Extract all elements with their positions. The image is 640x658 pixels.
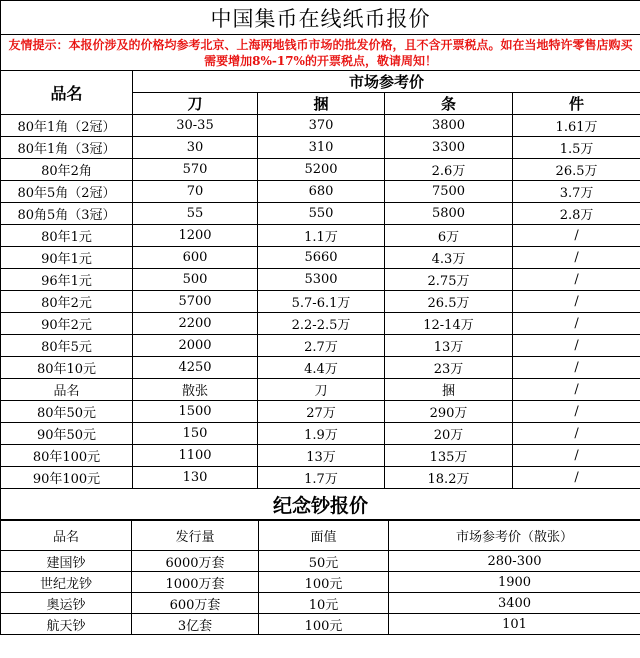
price-cell: 4.3万: [385, 247, 513, 269]
price-cell: 550: [258, 203, 385, 225]
commemorative-table: [0, 520, 640, 635]
commemorative-value-cell: 3亿套: [132, 614, 259, 635]
price-cell: 1.7万: [258, 467, 385, 489]
item-name-cell: 80年5角（2冠）: [1, 181, 133, 203]
price-cell: 18.2万: [385, 467, 513, 489]
price-cell: 2.8万: [513, 203, 640, 225]
table-row: [1, 401, 640, 423]
column-header-name: 品名: [1, 71, 133, 115]
table-row: [1, 159, 640, 181]
item-name-cell: 90年2元: [1, 313, 133, 335]
price-cell: /: [513, 225, 640, 247]
price-cell: 捆: [385, 379, 513, 401]
table-row: [1, 247, 640, 269]
item-name-cell: 90年1元: [1, 247, 133, 269]
table-row: [1, 467, 640, 489]
price-cell: 310: [258, 137, 385, 159]
commemorative-name-cell: 建国钞: [1, 551, 132, 572]
commemorative-value-cell: 280-300: [389, 551, 640, 572]
price-cell: 2.75万: [385, 269, 513, 291]
commemorative-value-cell: 10元: [259, 593, 389, 614]
price-cell: 1.1万: [258, 225, 385, 247]
price-cell: 5300: [258, 269, 385, 291]
table-row: [1, 115, 640, 137]
commemorative-value-cell: 100元: [259, 572, 389, 593]
price-cell: /: [513, 269, 640, 291]
item-name-cell: 80年1角（3冠）: [1, 137, 133, 159]
item-name-cell: 80角5角（3冠）: [1, 203, 133, 225]
price-cell: 20万: [385, 423, 513, 445]
price-cell: 5660: [258, 247, 385, 269]
price-cell: 13万: [258, 445, 385, 467]
table-row: [1, 379, 640, 401]
table-row: [1, 445, 640, 467]
price-cell: 5700: [133, 291, 258, 313]
item-name-cell: 80年10元: [1, 357, 133, 379]
item-name-cell: 80年1元: [1, 225, 133, 247]
table-row: [1, 313, 640, 335]
price-cell: 570: [133, 159, 258, 181]
commemorative-header: 面值: [259, 521, 389, 551]
table-row: [1, 269, 640, 291]
price-cell: 290万: [385, 401, 513, 423]
price-cell: 1.9万: [258, 423, 385, 445]
notice-text: 友情提示：本报价涉及的价格均参考北京、上海两地钱币市场的批发价格，且不含开票税点。如在当地特许零售店购买需要增加8%-17%的开票税点，敬请周知！: [1, 35, 640, 71]
price-cell: /: [513, 379, 640, 401]
commemorative-value-cell: 6000万套: [132, 551, 259, 572]
commemorative-value-cell: 1900: [389, 572, 640, 593]
commemorative-header: 市场参考价（散张）: [389, 521, 640, 551]
item-name-cell: 80年100元: [1, 445, 133, 467]
item-name-cell: 80年50元: [1, 401, 133, 423]
commemorative-name-cell: 航天钞: [1, 614, 132, 635]
item-name-cell: 80年2元: [1, 291, 133, 313]
price-cell: 1500: [133, 401, 258, 423]
price-cell: 27万: [258, 401, 385, 423]
column-header-unit: 条: [385, 93, 513, 115]
price-cell: 370: [258, 115, 385, 137]
price-cell: /: [513, 357, 640, 379]
price-cell: 1100: [133, 445, 258, 467]
page-title: 中国集币在线纸币报价: [1, 1, 640, 35]
column-header-unit: 件: [513, 93, 640, 115]
price-cell: 5.7-6.1万: [258, 291, 385, 313]
commemorative-name-cell: 奥运钞: [1, 593, 132, 614]
item-name-cell: 80年1角（2冠）: [1, 115, 133, 137]
price-cell: 23万: [385, 357, 513, 379]
price-cell: 2000: [133, 335, 258, 357]
price-cell: 散张: [133, 379, 258, 401]
price-cell: 150: [133, 423, 258, 445]
table-row: [1, 225, 640, 247]
table-row: [1, 551, 640, 572]
commemorative-header: 品名: [1, 521, 132, 551]
price-cell: 刀: [258, 379, 385, 401]
price-cell: 3.7万: [513, 181, 640, 203]
price-cell: 26.5万: [513, 159, 640, 181]
price-cell: /: [513, 313, 640, 335]
commemorative-value-cell: 101: [389, 614, 640, 635]
commemorative-title: 纪念钞报价: [1, 489, 640, 520]
commemorative-value-cell: 50元: [259, 551, 389, 572]
price-cell: 13万: [385, 335, 513, 357]
price-cell: 3800: [385, 115, 513, 137]
price-cell: /: [513, 401, 640, 423]
price-cell: 5800: [385, 203, 513, 225]
table-row: [1, 181, 640, 203]
price-cell: 2.7万: [258, 335, 385, 357]
commemorative-value-cell: 600万套: [132, 593, 259, 614]
price-cell: 12-14万: [385, 313, 513, 335]
item-name-cell: 90年100元: [1, 467, 133, 489]
price-cell: 1.61万: [513, 115, 640, 137]
price-cell: 70: [133, 181, 258, 203]
table-row: [1, 593, 640, 614]
item-name-cell: 80年5元: [1, 335, 133, 357]
table-row: [1, 137, 640, 159]
table-row: [1, 614, 640, 635]
price-cell: /: [513, 247, 640, 269]
column-header-unit: 捆: [258, 93, 385, 115]
price-cell: 2200: [133, 313, 258, 335]
price-cell: 30-35: [133, 115, 258, 137]
price-cell: 680: [258, 181, 385, 203]
price-cell: 7500: [385, 181, 513, 203]
price-cell: 600: [133, 247, 258, 269]
column-header-unit: 刀: [133, 93, 258, 115]
price-cell: 5200: [258, 159, 385, 181]
item-name-cell: 96年1元: [1, 269, 133, 291]
price-cell: /: [513, 445, 640, 467]
price-cell: 130: [133, 467, 258, 489]
commemorative-header: 发行量: [132, 521, 259, 551]
price-cell: /: [513, 423, 640, 445]
price-cell: /: [513, 291, 640, 313]
price-cell: 1.5万: [513, 137, 640, 159]
price-cell: 4.4万: [258, 357, 385, 379]
price-cell: /: [513, 335, 640, 357]
table-row: [1, 291, 640, 313]
table-row: [1, 357, 640, 379]
commemorative-name-cell: 世纪龙钞: [1, 572, 132, 593]
price-cell: 2.2-2.5万: [258, 313, 385, 335]
table-row: [1, 203, 640, 225]
price-cell: 500: [133, 269, 258, 291]
item-name-cell: 80年2角: [1, 159, 133, 181]
price-cell: 55: [133, 203, 258, 225]
item-name-cell: 90年50元: [1, 423, 133, 445]
commemorative-value-cell: 100元: [259, 614, 389, 635]
price-cell: 6万: [385, 225, 513, 247]
price-cell: 3300: [385, 137, 513, 159]
price-cell: 26.5万: [385, 291, 513, 313]
table-row: [1, 572, 640, 593]
table-row: [1, 335, 640, 357]
price-cell: 4250: [133, 357, 258, 379]
column-header-market: 市场参考价: [133, 71, 640, 93]
price-cell: 2.6万: [385, 159, 513, 181]
table-row: [1, 423, 640, 445]
item-name-cell: 品名: [1, 379, 133, 401]
price-cell: 135万: [385, 445, 513, 467]
commemorative-value-cell: 1000万套: [132, 572, 259, 593]
price-cell: /: [513, 467, 640, 489]
price-cell: 30: [133, 137, 258, 159]
price-cell: 1200: [133, 225, 258, 247]
commemorative-value-cell: 3400: [389, 593, 640, 614]
